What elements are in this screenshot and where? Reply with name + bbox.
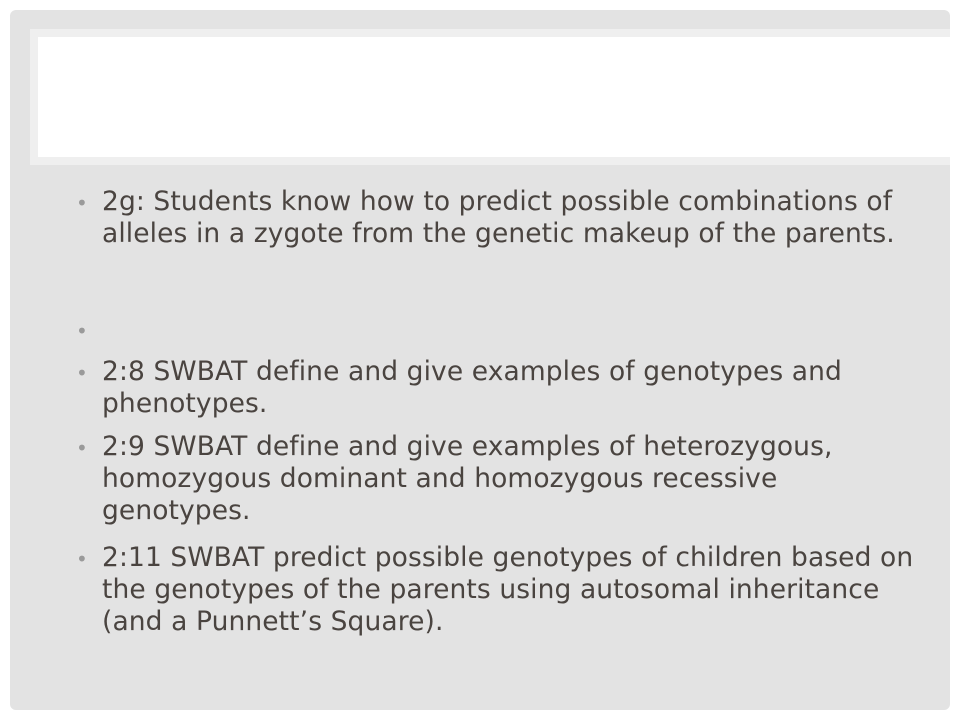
bullet-text: 2:11 SWBAT predict possible genotypes of children based on the genotypes of the parents using autosomal inheritance (and a Punnett’s Square). <box>102 542 914 637</box>
bullet-text: 2g: Students know how to predict possible combinations of alleles in a zygote from the genetic makeup of the parents. <box>102 186 895 249</box>
bullet-item-2-8 <box>74 356 914 420</box>
bullet-icon: • <box>76 547 88 571</box>
bullet-icon: • <box>76 361 88 385</box>
bullet-icon: • <box>76 319 88 343</box>
bullet-icon: • <box>76 191 88 215</box>
bullet-item-2g <box>74 186 914 250</box>
bullet-item-2-11 <box>74 542 914 638</box>
bullet-text: 2:9 SWBAT define and give examples of heterozygous, homozygous dominant and homozygous recessive genotypes. <box>102 431 833 526</box>
bullet-item-2-9 <box>74 431 914 527</box>
bullet-text: 2:8 SWBAT define and give examples of genotypes and phenotypes. <box>102 356 842 419</box>
slide <box>10 10 950 710</box>
title-placeholder <box>30 29 950 165</box>
bullet-icon: • <box>76 436 88 460</box>
